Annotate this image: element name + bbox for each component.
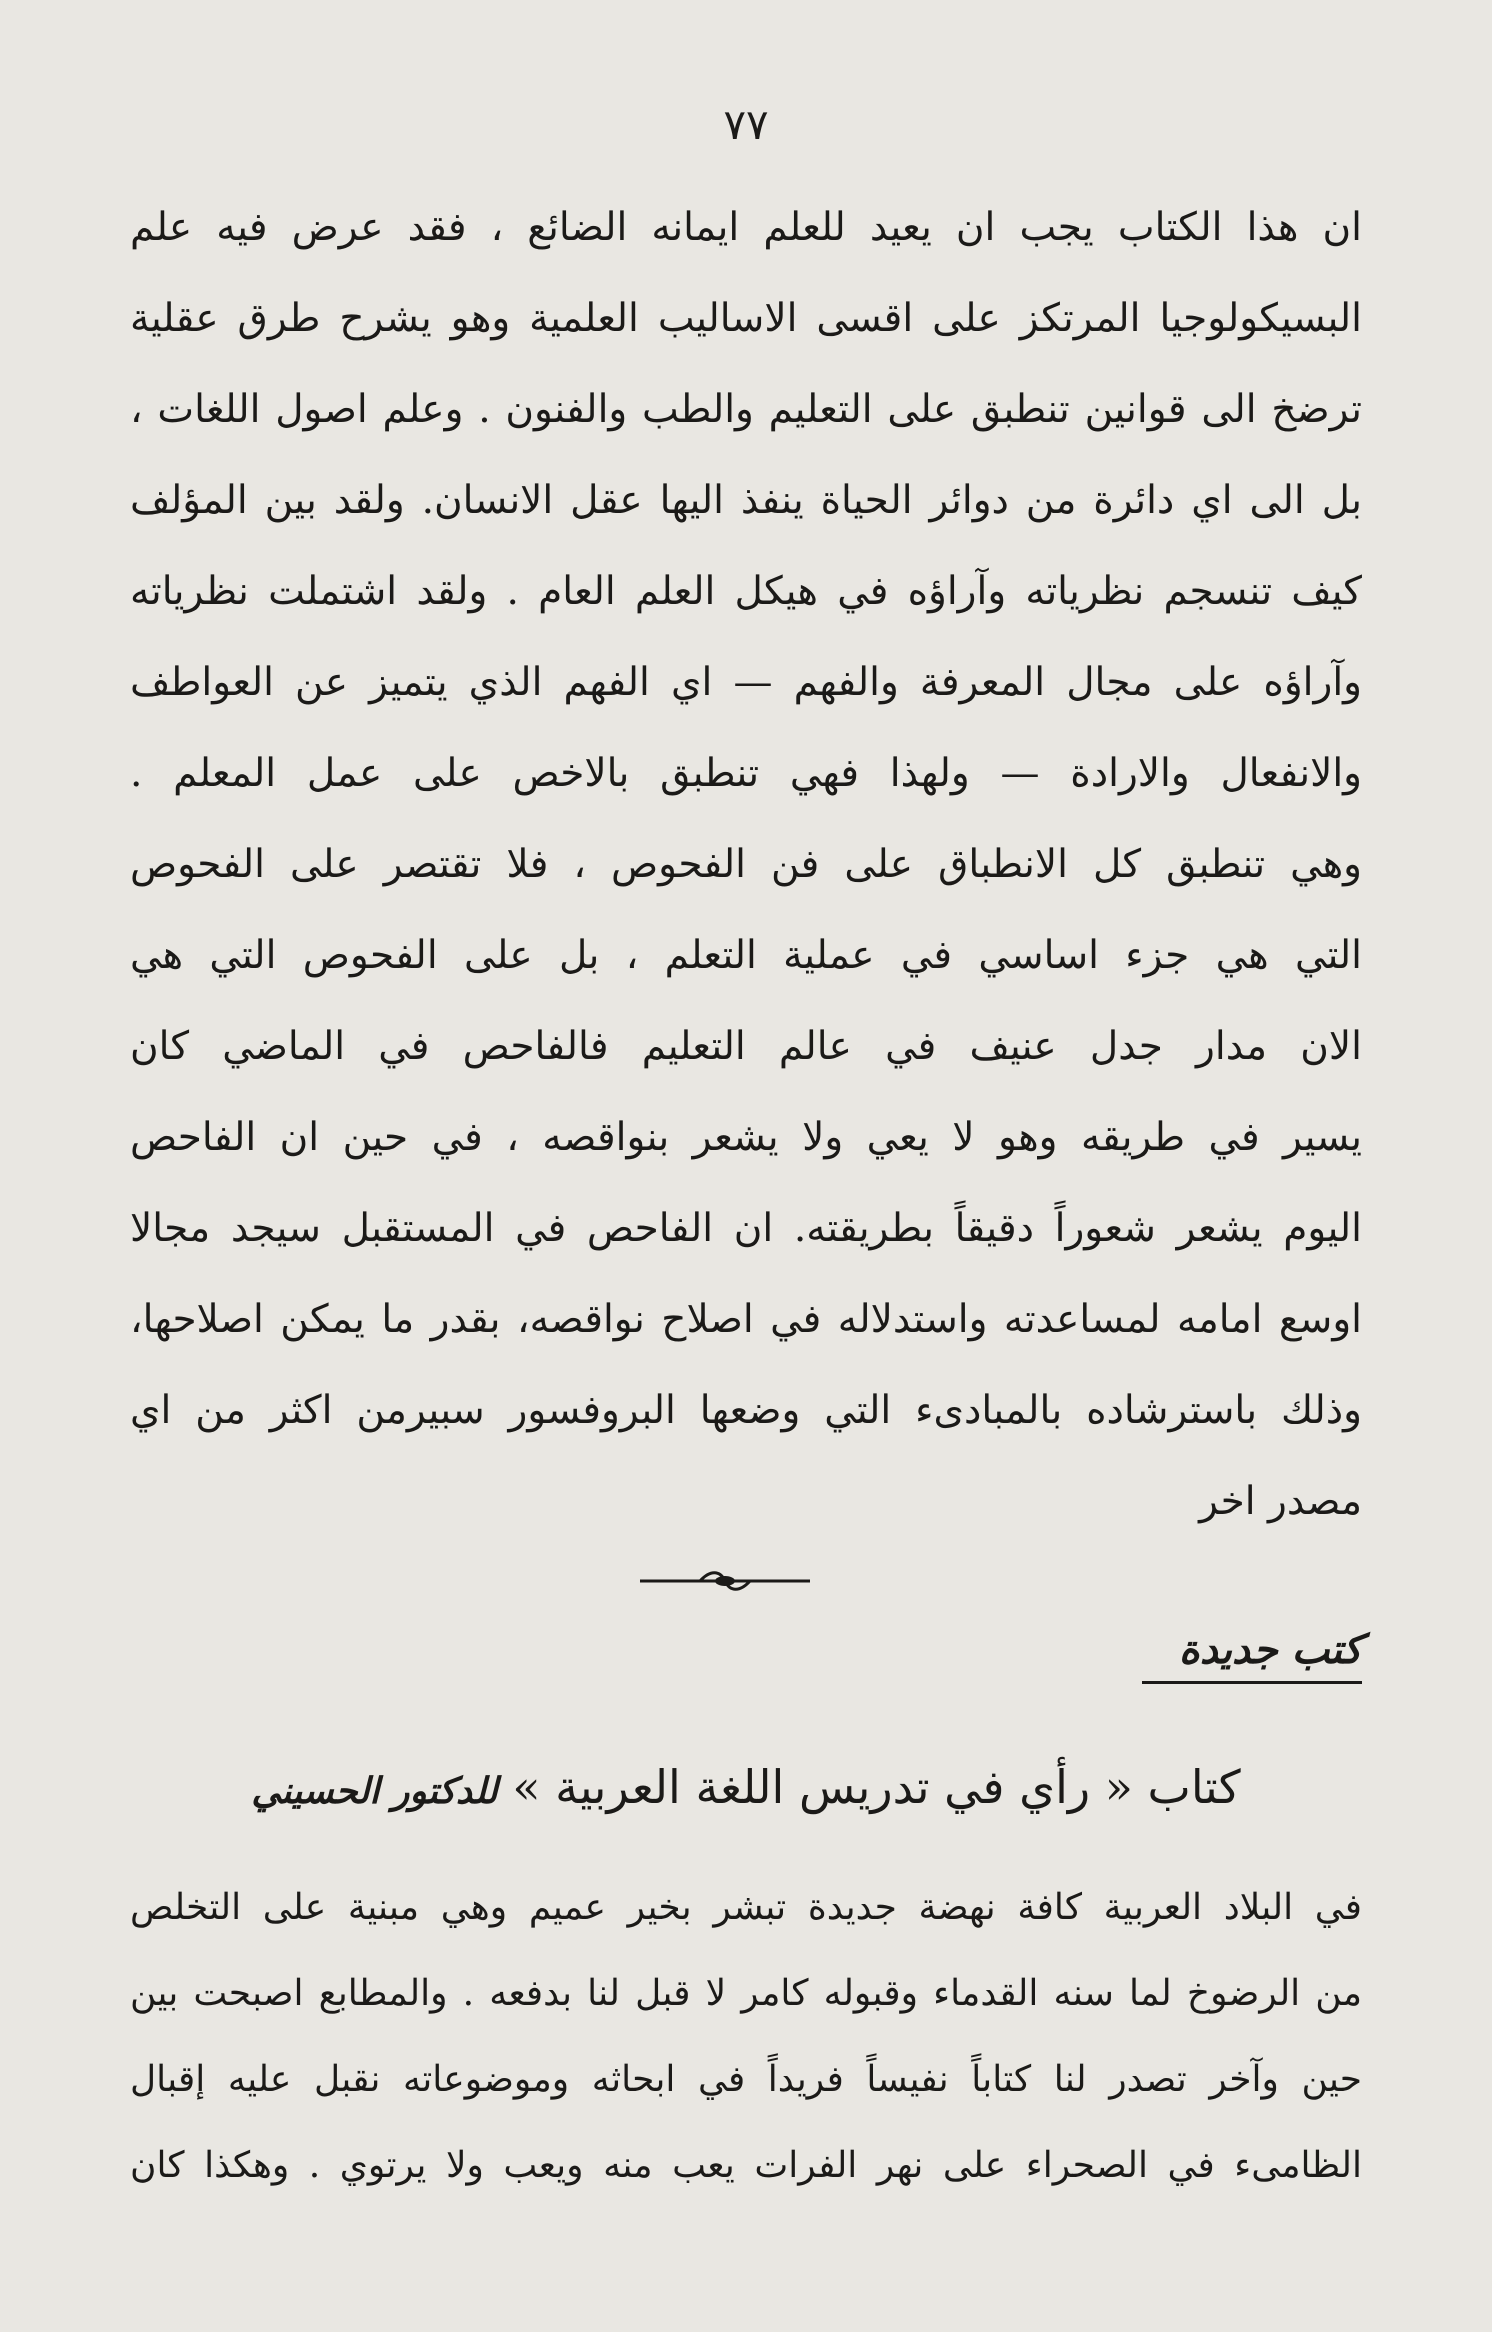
body-line: والانفعال والارادة — ولهذا فهي تنطبق بالاخص على عمل المعلم . [130, 751, 1362, 796]
body-line: اوسع امامه لمساعدته واستدلاله في اصلاح نواقصه، بقدر ما يمكن اصلاحها، [130, 1297, 1362, 1342]
body-line: يسير في طريقه وهو لا يعي ولا يشعر بنواقصه ، في حين ان الفاحص [130, 1115, 1362, 1160]
book-title: كتاب « رأي في تدريس اللغة العربية » [512, 1760, 1241, 1814]
body-line: وآراؤه على مجال المعرفة والفهم — اي الفهم الذي يتميز عن العواطف [130, 660, 1362, 705]
body-line: مصدر اخر [1199, 1479, 1362, 1524]
section-heading: كتب جديدة [1142, 1626, 1362, 1684]
body-line: بل الى اي دائرة من دوائر الحياة ينفذ اليها عقل الانسان. ولقد بين المؤلف [130, 478, 1362, 523]
review-line: حين وآخر تصدر لنا كتاباً نفيساً فريداً في ابحاثه وموضوعاته نقبل عليه إقبال [130, 2059, 1362, 2100]
review-line: الظامىء في الصحراء على نهر الفرات يعب منه ويعب ولا يرتوي . وهكذا كان [130, 2145, 1362, 2186]
ornament-divider [640, 1568, 810, 1594]
review-line: من الرضوخ لما سنه القدماء وقبوله كامر لا قبل لنا بدفعه . والمطابع اصبحت بين [130, 1973, 1362, 2014]
body-line: التي هي جزء اساسي في عملية التعلم ، بل على الفحوص التي هي [130, 933, 1362, 978]
page-number: ٧٧ [723, 100, 769, 149]
body-line: اليوم يشعر شعوراً دقيقاً بطريقته. ان الفاحص في المستقبل سيجد مجالا [130, 1206, 1362, 1251]
body-line: البسيكولوجيا المرتكز على اقسى الاساليب العلمية وهو يشرح طرق عقلية [130, 296, 1362, 341]
body-line: وذلك باسترشاده بالمبادىء التي وضعها البروفسور سبيرمن اكثر من اي [130, 1388, 1362, 1433]
book-author: للدكتور الحسيني [251, 1770, 498, 1812]
review-line: في البلاد العربية كافة نهضة جديدة تبشر بخير عميم وهي مبنية على التخلص [130, 1887, 1362, 1928]
body-line: الان مدار جدل عنيف في عالم التعليم فالفاحص في الماضي كان [130, 1024, 1362, 1069]
book-title-line [130, 1760, 1362, 1814]
body-line: ترضخ الى قوانين تنطبق على التعليم والطب والفنون . وعلم اصول اللغات ، [130, 387, 1362, 432]
body-line: ان هذا الكتاب يجب ان يعيد للعلم ايمانه الضائع ، فقد عرض فيه علم [130, 205, 1362, 250]
body-line: وهي تنطبق كل الانطباق على فن الفحوص ، فلا تقتصر على الفحوص [130, 842, 1362, 887]
body-line: كيف تنسجم نظرياته وآراؤه في هيكل العلم العام . ولقد اشتملت نظرياته [130, 569, 1362, 614]
